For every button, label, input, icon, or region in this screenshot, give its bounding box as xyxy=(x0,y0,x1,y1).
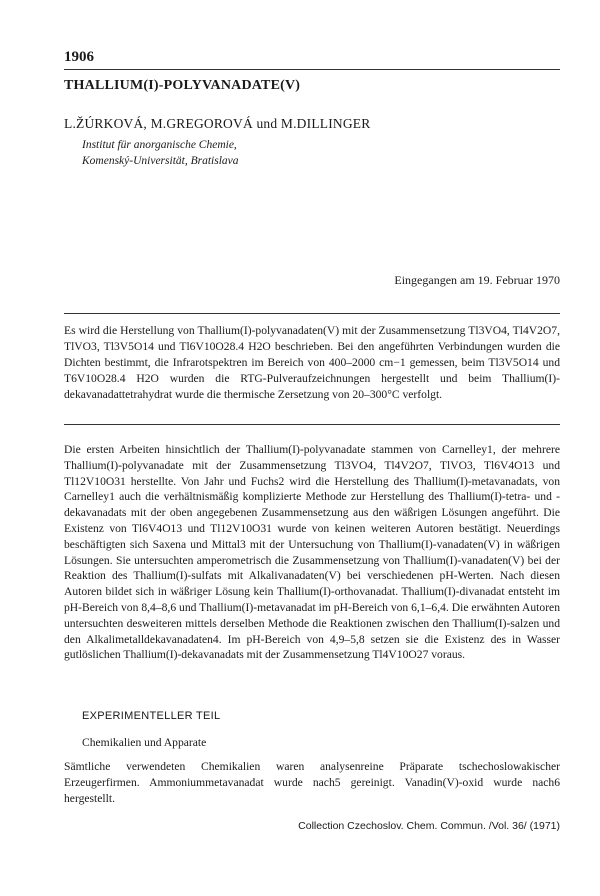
article-authors: L.ŽÚRKOVÁ, M.GREGOROVÁ und M.DILLINGER xyxy=(64,116,371,131)
received-date: Eingegangen am 19. Februar 1970 xyxy=(394,273,560,287)
introduction-paragraph: Die ersten Arbeiten hinsichtlich der Thallium(I)-polyvanadate stammen von Carnelley1, der mehrere Thallium(I)-polyvanadate mit der Zusammensetzung Tl3VO4, Tl4V2O7, TlVO3, Tl6V4O13 und Tl12V10O31 herstellte. Von Jahr und Fuchs2 wird die Herstellung des Thallium(I)-metavanadats, von Carnelley1 auch die verhältnismäßig komplizierte Methode zur Herstellung des Thallium(I)-tetra- und -dekavanadats mit der oben angegebenen Zusammensetzung aus den wäßrigen Lösungen angeführt. Die Existenz von Tl6V4O13 und Tl12V10O31 wurde von keinen weiteren Autoren bestätigt. Neuerdings beschäftigten sich Saxena und Mittal3 mit der Untersuchung von Thallium(I)-vanadaten(V) in wäßrigen Lösungen. Sie untersuchten amperometrisch die Zusammensetzung von Thallium(I)-vanadaten(V) bei der Reaktion des Thallium(I)-sulfats mit Alkalivanadaten(V) bei verschiedenen pH-Werten. Nach diesen Autoren bildet sich in wäßriger Lösung kein Thallium(I)-orthovanadat. Thallium(I)-divanadat entsteht im pH-Bereich von 8,4–8,6 und Thallium(I)-metavanadat im pH-Bereich von 6,1–6,4. Die erwähnten Autoren untersuchten desweiteren mittels derselben Methode die Reaktionen zwischen den Thallium(I)-salzen und den Alkalimetalldekavanadaten4. Im pH-Bereich von 4,9–5,8 setzen sie die Existenz des in Wasser gutlöslichen Thallium(I)-dekavanadats mit der Zusammensetzung Tl4V10O27 voraus. xyxy=(64,443,560,662)
footer-citation: Collection Czechoslov. Chem. Commun. /Vol. 36/ (1971) xyxy=(298,820,560,832)
subsection-heading-chemicals: Chemikalien und Apparate xyxy=(82,736,207,749)
header-rule xyxy=(64,69,560,70)
section-heading-experimental: EXPERIMENTELLER TEIL xyxy=(82,710,221,722)
affiliation-line-2: Komenský-Universität, Bratislava xyxy=(82,155,239,167)
abstract-rule-bottom xyxy=(64,424,560,425)
abstract-text: Es wird die Herstellung von Thallium(I)-polyvanadaten(V) mit der Zusammensetzung Tl3VO4, Tl4V2O7, TlVO3, Tl3V5O14 und Tl6V10O28.4 H2O beschrieben. Bei den angeführten Verbindungen wurden die Dichten bestimmt, die Infrarotspektren im Bereich von 400–2000 cm−1 gemessen, beim Tl3V5O14 und T6V10O28.4 H2O wurden die RTG-Pulveraufzeichnungen hergestellt und beim Thallium(I)-dekavanadattetrahydrat wurde die thermische Zersetzung von 20–300°C verfolgt. xyxy=(64,324,560,401)
page-number: 1906 xyxy=(64,49,94,65)
abstract-rule-top xyxy=(64,313,560,314)
affiliation-line-1: Institut für anorganische Chemie, xyxy=(82,139,237,151)
experimental-paragraph: Sämtliche verwendeten Chemikalien waren analysenreine Präparate tschechoslowakischer Erzeugerfirmen. Ammoniummetavanadat wurde nach5 gereinigt. Vanadin(V)-oxid wurde nach6 hergestellt. xyxy=(64,760,560,805)
article-title: THALLIUM(I)-POLYVANADATE(V) xyxy=(64,78,301,93)
